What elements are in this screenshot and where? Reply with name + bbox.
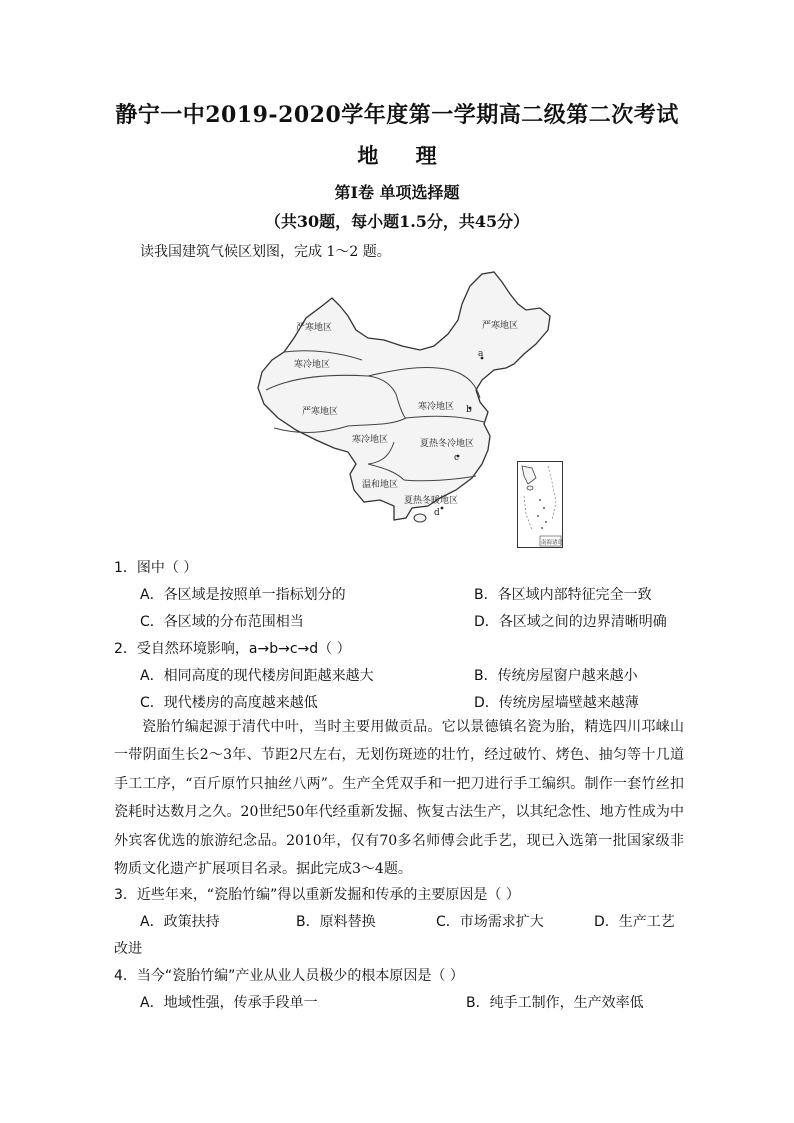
marker-c: c — [454, 453, 460, 463]
inset-map — [518, 462, 562, 547]
region-label: 温和地区 — [362, 480, 399, 490]
south-china-sea-inset — [517, 461, 563, 548]
question-2-option-c: C．现代楼房的高度越来越低 — [140, 695, 318, 711]
marker-d: d — [434, 508, 440, 518]
marker-b: b — [466, 405, 472, 415]
region-label: 夏热冬冷地区 — [420, 439, 475, 449]
china-outline-map — [244, 268, 564, 528]
region-label: 严寒地区 — [296, 323, 333, 333]
question-4-stem: 4．当今“瓷胎竹编”产业从业人员极少的根本原因是（ ） — [114, 968, 464, 984]
question-2-stem: 2．受自然环境影响，a→b→c→d（ ） — [114, 641, 351, 657]
question-3-option-d-continued: 改进 — [114, 941, 142, 957]
region-label: 寒冷地区 — [418, 402, 455, 412]
question-1-option-a: A．各区域是按照单一指标划分的 — [140, 587, 346, 603]
climate-zone-map — [244, 268, 564, 528]
question-3-option-d: D．生产工艺 — [594, 914, 675, 930]
question-2-option-b: B．传统房屋窗户越来越小 — [474, 668, 638, 684]
question-3-option-c: C．市场需求扩大 — [436, 914, 544, 930]
region-label: 严寒地区 — [302, 407, 339, 417]
inset-label: 南海诸岛 — [541, 540, 562, 546]
question-2-option-d: D．传统房屋墙壁越来越薄 — [474, 695, 639, 711]
question-3-option-a: A．政策扶持 — [140, 914, 220, 930]
region-label: 寒冷地区 — [352, 435, 389, 445]
region-label: 夏热冬暖地区 — [404, 496, 459, 506]
region-label: 寒冷地区 — [294, 360, 331, 370]
intro-text: 读我国建筑气候区划图，完成 1～2 题。 — [140, 244, 391, 260]
region-label: 严寒地区 — [482, 321, 519, 331]
subject-title: 地 理 — [357, 143, 437, 168]
question-1-option-d: D．各区域之间的边界清晰明确 — [474, 614, 667, 630]
question-1-option-c: C．各区域的分布范围相当 — [140, 614, 304, 630]
reading-passage: 瓷胎竹编起源于清代中叶，当时主要用做贡品。它以景德镇名瓷为胎，精选四川邛崃山一带阴面生长2～3年、节距2尺左右，无划伤斑迹的壮竹，经过破竹、烤色、抽匀等十几道手工工序，“百斤原竹只抽丝八两”。生产全凭双手和一把刀进行手工编织。制作一套竹丝扣瓷耗时达数月之久。20世纪50年代经重新发掘、恢复古法生产，以其纪念性、地方性成为中外宾客优选的旅游纪念品。2010年，仅有70多名师傅会此手艺，现已入选第一批国家级非物质文化遗产扩展项目名录。据此完成3～4题。 — [114, 719, 684, 878]
question-4-option-b: B．纯手工制作，生产效率低 — [466, 995, 644, 1011]
question-3-option-b: B．原料替换 — [296, 914, 376, 930]
exam-title: 静宁一中2019-2020学年度第一学期高二级第二次考试 — [115, 102, 679, 128]
question-4-option-a: A．地域性强，传承手段单一 — [140, 995, 318, 1011]
question-3-stem: 3．近些年来，“瓷胎竹编”得以重新发掘和传承的主要原因是（ ） — [114, 887, 520, 903]
marker-a: a — [478, 349, 484, 359]
question-1-option-b: B．各区域内部特征完全一致 — [474, 587, 652, 603]
question-2-option-a: A．相同高度的现代楼房间距越来越大 — [140, 668, 374, 684]
question-1-stem: 1．图中（ ） — [114, 560, 198, 576]
section-heading: 第Ⅰ卷 单项选择题 — [334, 183, 460, 202]
section-note: （共30题，每小题1.5分，共45分） — [264, 212, 530, 231]
